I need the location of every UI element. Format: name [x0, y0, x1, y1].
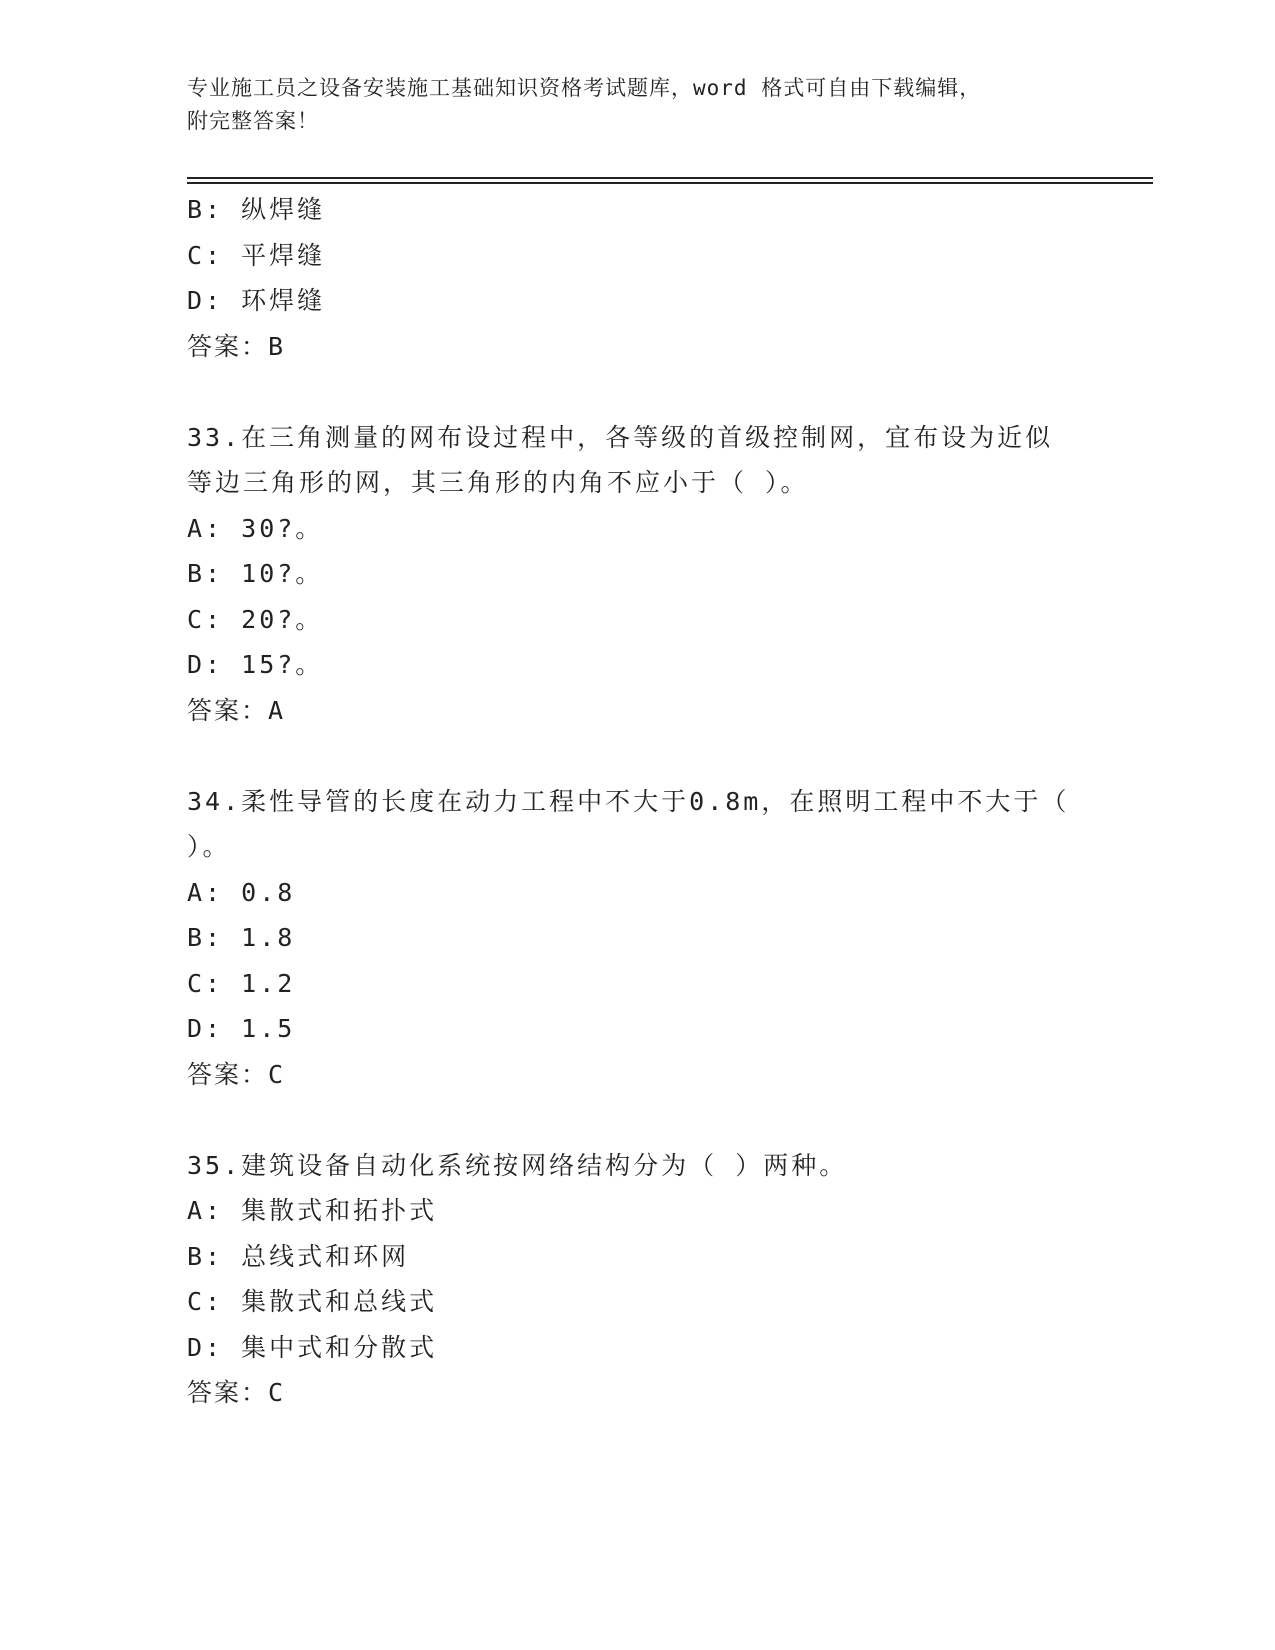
option-d: D: 1.5 — [187, 1014, 296, 1043]
header-line-2: 附完整答案！ — [187, 109, 319, 133]
option-a: A: 0.8 — [187, 877, 296, 907]
option-d: D: 15?。 — [187, 650, 324, 679]
answer-label: 答案：C — [187, 1059, 286, 1089]
question-gap — [187, 369, 1087, 415]
question-text-line: 34.柔性导管的长度在动力工程中不大于0.8m，在照明工程中不大于（ — [187, 786, 1070, 816]
option-a: A: 30?。 — [187, 513, 324, 543]
question-35 — [187, 1143, 1087, 1416]
option-d: D: 环焊缝 — [187, 286, 326, 315]
question-32-continued — [187, 187, 1087, 369]
option-c: C: 20?。 — [187, 604, 324, 634]
question-gap — [187, 1097, 1087, 1143]
answer-label: 答案：A — [187, 695, 286, 725]
question-text-line: 33.在三角测量的网布设过程中，各等级的首级控制网，宜布设为近似 — [187, 422, 1054, 452]
question-text-line: ）。 — [187, 832, 231, 861]
option-b: B: 纵焊缝 — [187, 195, 326, 224]
question-text-line: 35.建筑设备自动化系统按网络结构分为（ ）两种。 — [187, 1150, 848, 1180]
answer-label: 答案：C — [187, 1378, 286, 1407]
option-d: D: 集中式和分散式 — [187, 1332, 438, 1362]
answer-label: 答案：B — [187, 331, 286, 361]
option-b: B: 10?。 — [187, 559, 324, 588]
option-c: C: 集散式和总线式 — [187, 1287, 438, 1316]
option-c: C: 平焊缝 — [187, 240, 326, 270]
option-b: B: 1.8 — [187, 923, 296, 952]
document-header — [187, 72, 1087, 138]
header-rule-bottom — [187, 182, 1153, 184]
option-c: C: 1.2 — [187, 968, 296, 998]
question-33 — [187, 415, 1087, 734]
question-list — [187, 187, 1087, 1416]
option-b: B: 总线式和环网 — [187, 1241, 410, 1271]
question-34 — [187, 779, 1087, 1098]
question-gap — [187, 733, 1087, 779]
header-line-1: 专业施工员之设备安装施工基础知识资格考试题库，word 格式可自由下载编辑， — [187, 76, 982, 100]
question-text-line: 等边三角形的网，其三角形的内角不应小于（ ）。 — [187, 468, 809, 497]
header-rule-top — [187, 177, 1153, 179]
option-a: A: 集散式和拓扑式 — [187, 1196, 438, 1225]
